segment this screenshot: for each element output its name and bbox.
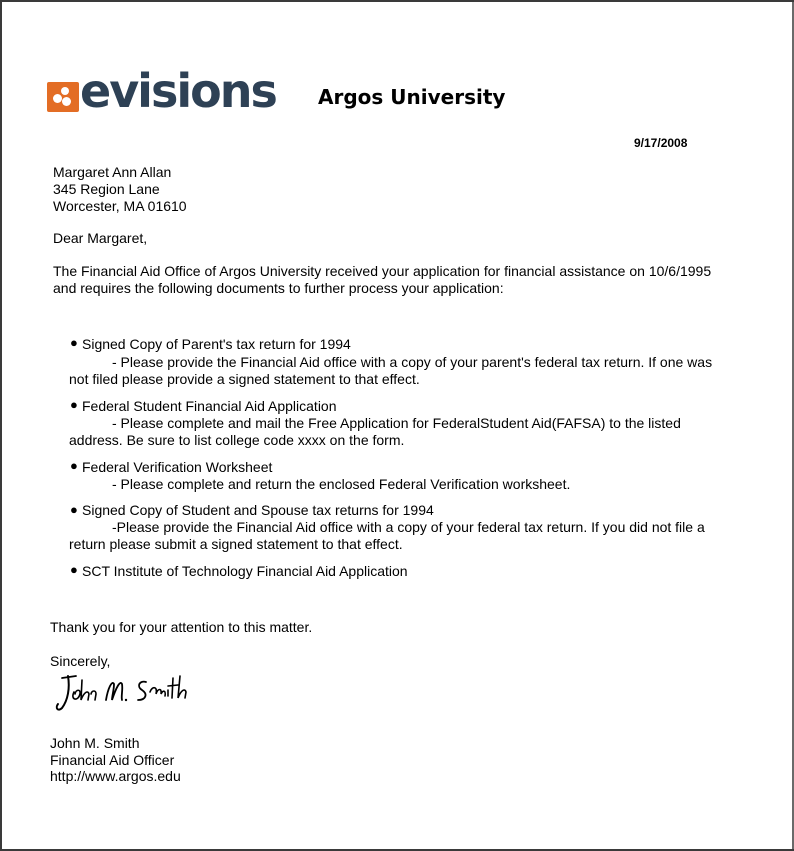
letter-date: 9/17/2008 bbox=[634, 136, 688, 150]
requirement-desc: -Please provide the Financial Aid office with a copy of your federal tax return. If you did not file a bbox=[112, 519, 705, 535]
signer-title: Financial Aid Officer bbox=[50, 752, 175, 768]
requirement-desc: - Please provide the Financial Aid office with a copy of your parent's federal tax return. If one was bbox=[112, 354, 713, 370]
salutation: Dear Margaret, bbox=[53, 230, 148, 246]
requirement-desc: not filed please provide a signed statement to that effect. bbox=[69, 371, 420, 387]
bullet-icon: ● bbox=[70, 397, 78, 412]
university-name: Argos University bbox=[318, 85, 506, 109]
logo-wordmark: evisions bbox=[80, 64, 276, 118]
requirement-title: SCT Institute of Technology Financial Aid Application bbox=[82, 563, 408, 579]
bullet-icon: ● bbox=[70, 502, 78, 517]
requirement-desc: return please submit a signed statement to that effect. bbox=[69, 536, 403, 552]
requirement-title: Federal Student Financial Aid Application bbox=[82, 398, 337, 414]
signer-name: John M. Smith bbox=[50, 735, 140, 751]
intro-line-2: and requires the following documents to further process your application: bbox=[53, 280, 504, 296]
requirement-desc: address. Be sure to list college code xxxx on the form. bbox=[69, 432, 405, 448]
requirement-title: Signed Copy of Student and Spouse tax returns for 1994 bbox=[82, 502, 434, 518]
requirement-desc: - Please complete and mail the Free Application for FederalStudent Aid(FAFSA) to the listed bbox=[112, 415, 681, 431]
recipient-name: Margaret Ann Allan bbox=[53, 164, 172, 180]
bullet-icon: ● bbox=[70, 335, 78, 350]
handwritten-signature bbox=[54, 670, 194, 716]
bullet-icon: ● bbox=[70, 562, 78, 577]
thank-you-line: Thank you for your attention to this matter. bbox=[50, 619, 313, 635]
recipient-street: 345 Region Lane bbox=[53, 181, 160, 197]
evisions-logo-icon bbox=[47, 82, 79, 112]
intro-line-1: The Financial Aid Office of Argos University received your application for financial assistance on 10/6/1995 bbox=[53, 263, 712, 279]
bullet-icon: ● bbox=[70, 458, 78, 473]
requirement-desc: - Please complete and return the enclosed Federal Verification worksheet. bbox=[112, 476, 571, 492]
requirement-title: Signed Copy of Parent's tax return for 1994 bbox=[82, 336, 351, 352]
requirement-title: Federal Verification Worksheet bbox=[82, 459, 273, 475]
recipient-city: Worcester, MA 01610 bbox=[53, 198, 187, 214]
sign-off: Sincerely, bbox=[50, 653, 111, 669]
university-url: http://www.argos.edu bbox=[50, 768, 181, 784]
